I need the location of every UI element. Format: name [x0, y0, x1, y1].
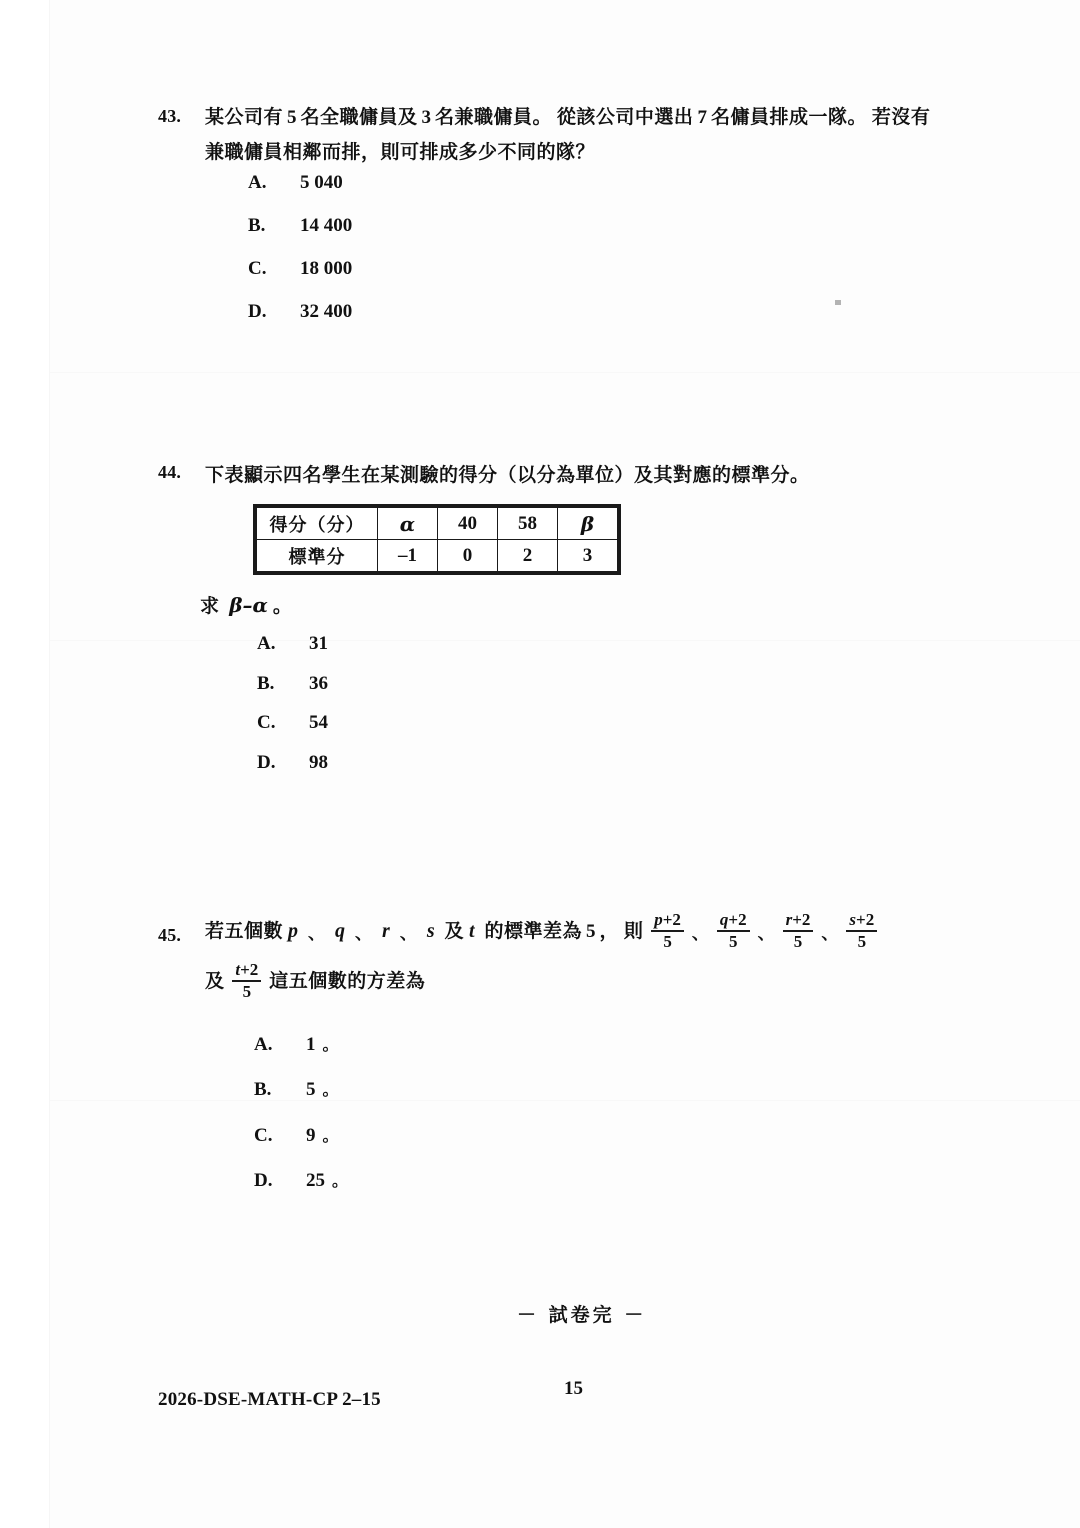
option-letter: A. — [248, 172, 267, 193]
fraction-numerator-rest: +2 — [856, 910, 875, 929]
option-letter: D. — [257, 752, 276, 773]
question-44-option-a[interactable] — [257, 633, 328, 655]
option-letter: C. — [254, 1125, 273, 1146]
q45-fraction-s — [846, 911, 877, 952]
q43-text-part-b: 名全職傭員及 — [300, 106, 418, 128]
scan-artifact-band — [50, 372, 1080, 373]
question-43-option-a[interactable] — [248, 172, 343, 194]
fraction-denominator: 5 — [663, 932, 672, 952]
q44-ask-expression: β–α — [229, 593, 268, 617]
q44-ask-prefix: 求 — [200, 595, 220, 617]
fraction-numerator-var: p — [654, 910, 663, 929]
option-value: 1 — [306, 1034, 316, 1055]
option-letter: D. — [254, 1170, 273, 1191]
q45-separator: 、 — [691, 923, 709, 944]
fraction-numerator-rest: +2 — [728, 910, 747, 929]
q45-sd-value: 5 — [585, 920, 596, 942]
option-full-stop: 。 — [322, 1126, 339, 1145]
option-full-stop: 。 — [332, 1171, 349, 1190]
question-43-option-c[interactable] — [248, 258, 352, 280]
q45-fraction-t — [232, 961, 261, 1002]
option-full-stop: 。 — [322, 1035, 339, 1054]
option-value: 25 — [306, 1170, 325, 1191]
q45-separator: 、 — [821, 923, 839, 944]
table-row-scores — [257, 508, 618, 540]
question-43-option-b[interactable] — [248, 215, 352, 237]
option-letter: B. — [248, 215, 266, 236]
question-43-number: 43. — [158, 106, 182, 126]
q44-stem: 下表顯示四名學生在某測驗的得分（以分為單位）及其對應的標準分。 — [205, 464, 810, 486]
q45-var-s: s — [426, 919, 435, 942]
option-value: 98 — [309, 752, 328, 773]
option-value: 5 040 — [300, 172, 343, 193]
table-row-standard-scores — [257, 540, 618, 572]
score-cell-2: 40 — [438, 508, 498, 540]
scan-artifact-band — [50, 640, 1080, 641]
standard-score-cell-3: 2 — [498, 540, 558, 572]
q45-separator: 、 — [355, 923, 373, 944]
q45-separator: 、 — [308, 923, 326, 944]
q45-text-part-e: 則 — [623, 919, 644, 942]
q45-var-t: t — [469, 919, 475, 942]
option-value: 14 400 — [300, 215, 353, 236]
question-43-option-d[interactable] — [248, 301, 352, 323]
question-44-number: 44. — [158, 462, 182, 482]
fraction-denominator: 5 — [857, 932, 867, 952]
fraction-numerator-rest: +2 — [662, 910, 681, 929]
row-label-score: 得分（分） — [257, 508, 378, 540]
fraction-numerator-var: r — [785, 910, 793, 929]
option-letter: D. — [248, 301, 267, 322]
end-of-paper-note: － 試卷完 － — [517, 1304, 647, 1326]
fraction-numerator-var: t — [235, 960, 241, 979]
option-value: 31 — [309, 633, 328, 654]
q43-text-part-c: 名兼職傭員。 — [435, 106, 553, 128]
fraction-numerator-var: q — [719, 910, 729, 929]
fraction-numerator-rest: +2 — [240, 960, 259, 979]
q45-line2-part-a: 及 — [205, 969, 225, 992]
question-43-text — [205, 100, 960, 170]
q45-var-r: r — [382, 919, 390, 942]
q45-separator: 、 — [757, 923, 775, 944]
option-value: 54 — [309, 712, 328, 733]
question-44-option-b[interactable] — [257, 673, 328, 695]
score-cell-4: β — [558, 508, 618, 540]
q45-text-part-b: 及 — [444, 919, 464, 942]
option-full-stop: 。 — [322, 1080, 339, 1099]
question-45-number: 45. — [158, 925, 182, 945]
option-letter: C. — [257, 712, 276, 733]
question-45-option-a[interactable] — [254, 1032, 339, 1056]
fraction-numerator-var: s — [849, 910, 857, 929]
q45-line2-part-b: 這五個數的方差為 — [269, 969, 426, 992]
score-cell-1: α — [378, 508, 438, 540]
q45-fraction-p — [651, 911, 684, 952]
fraction-numerator-rest: +2 — [792, 910, 811, 929]
question-44-text — [205, 458, 905, 493]
scan-artifact-band — [50, 1100, 1080, 1101]
fraction-denominator: 5 — [242, 982, 252, 1002]
question-44-option-c[interactable] — [257, 712, 328, 734]
option-letter: A. — [254, 1034, 273, 1055]
q45-fraction-q — [717, 911, 750, 952]
option-letter: A. — [257, 633, 276, 654]
question-45-text-line2 — [205, 962, 805, 1003]
option-letter: B. — [257, 673, 275, 694]
q45-var-p: p — [288, 919, 299, 942]
option-value: 32 400 — [300, 301, 353, 322]
option-value: 18 000 — [300, 258, 353, 279]
fraction-denominator: 5 — [729, 932, 738, 952]
option-value: 5 — [306, 1079, 316, 1100]
q43-number-selected: 7 — [697, 107, 707, 128]
question-44-ask — [200, 588, 292, 624]
option-letter: C. — [248, 258, 267, 279]
option-value: 9 — [306, 1125, 316, 1146]
row-label-standard-score: 標準分 — [257, 540, 378, 572]
q43-text-part-e: 名傭員排成一隊。 — [710, 106, 867, 128]
q43-text-line2: 兼職傭員相鄰而排，則可排成多少不同的隊？ — [205, 141, 596, 163]
q43-text-part-f: 若沒有 — [871, 106, 931, 128]
score-cell-3: 58 — [498, 508, 558, 540]
q44-ask-suffix: 。 — [272, 595, 293, 617]
question-45-text-line1 — [205, 912, 995, 953]
option-value: 36 — [309, 673, 328, 694]
q43-number-fulltime: 5 — [287, 107, 297, 128]
q43-number-parttime: 3 — [421, 107, 432, 128]
q43-text-part-d: 從該公司中選出 — [556, 106, 694, 128]
q43-text-part-a: 某公司有 — [205, 106, 284, 128]
standard-score-cell-4: 3 — [558, 540, 618, 572]
question-45-option-c[interactable] — [254, 1123, 339, 1147]
scan-left-edge — [0, 0, 50, 1528]
footer-paper-code: 2026-DSE-MATH-CP 2–15 — [158, 1389, 381, 1410]
q45-text-part-d: ， — [599, 919, 619, 942]
question-45-option-b[interactable] — [254, 1077, 339, 1101]
scan-speck — [835, 300, 841, 305]
option-letter: B. — [254, 1079, 272, 1100]
standard-score-cell-1: –1 — [378, 540, 438, 572]
fraction-denominator: 5 — [793, 932, 803, 952]
q45-text-part-a: 若五個數 — [205, 919, 284, 942]
scores-table — [253, 504, 621, 575]
q45-var-q: q — [335, 919, 346, 942]
q45-fraction-r — [783, 911, 814, 952]
question-45-option-d[interactable] — [254, 1168, 348, 1192]
q45-separator: 、 — [399, 923, 417, 944]
standard-score-cell-2: 0 — [438, 540, 498, 572]
q45-text-part-c: 的標準差為 — [484, 919, 582, 942]
question-44-option-d[interactable] — [257, 752, 328, 774]
page-number: 15 — [564, 1378, 583, 1399]
